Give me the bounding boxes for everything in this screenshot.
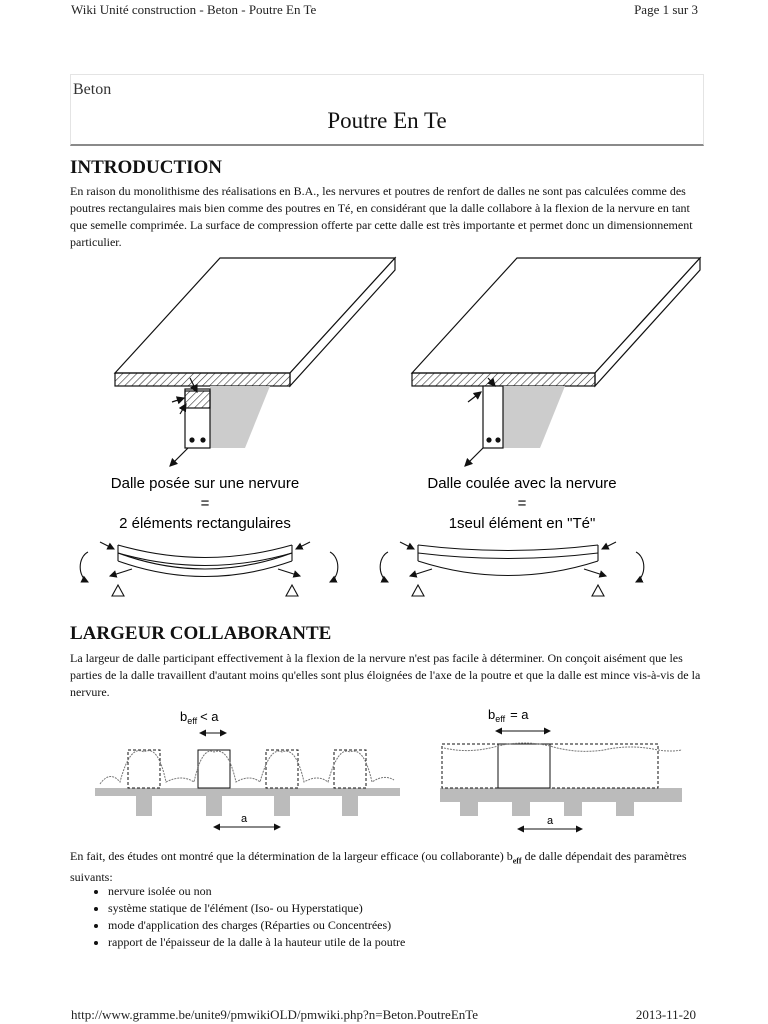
list-item: • système statique de l'élément (Iso- ou Hyperstatique) <box>108 900 708 917</box>
left-beff-label: $b_{eff} < a$ <box>180 709 219 726</box>
beff-equals-a <box>440 707 682 829</box>
list-item: • nervure isolée ou non <box>108 883 708 900</box>
right-caption-line1: Dalle coulée avec la nervure <box>427 475 617 492</box>
title-box <box>70 74 704 146</box>
left-caption-line2: = <box>200 495 210 512</box>
intro-heading: INTRODUCTION <box>70 157 223 178</box>
page-title: Poutre En Te <box>327 108 447 133</box>
parameter-list <box>70 883 708 951</box>
right-beff-label: $b_{eff} = a$ <box>488 707 529 724</box>
t-beam-drawing <box>412 258 700 466</box>
left-caption-line1: Dalle posée sur une nervure <box>110 475 300 492</box>
footer-url[interactable]: http://www.gramme.be/unite9/pmwikiOLD/pmwiki.php?n=Beton.PoutreEnTe <box>71 1007 479 1022</box>
intro-paragraph: En raison du monolithisme des réalisations en B.A., les nervures et poutres de renfort de dalles ne sont pas calculées comme des poutres rectangulaires mais bien comme des poutres en Té, en considérant que la dalle collabore à la flexion de la nervure en tant que semelle comprimée. La surface de compression offerte par cette dalle est très importante et permet donc un dimensionnement particulier. <box>70 184 693 249</box>
header-page-label: Page 1 sur 3 <box>634 2 698 17</box>
t-beam-diagram <box>60 252 710 607</box>
group-name: Beton <box>73 81 112 98</box>
effective-width-diagram <box>90 704 690 839</box>
beff-less-than-a <box>95 709 400 827</box>
bending-two-elements <box>80 542 338 596</box>
list-item: • rapport de l'épaisseur de la dalle à la hauteur utile de la poutre <box>108 934 708 951</box>
studies-subscript: eff <box>512 856 522 866</box>
largeur-heading: LARGEUR COLLABORANTE <box>70 623 332 644</box>
slab-on-rib-drawing <box>115 258 395 466</box>
left-dim-label: a <box>240 813 248 825</box>
right-caption-line2: = <box>517 495 527 512</box>
bending-t-beam <box>380 542 644 596</box>
list-item: • mode d'application des charges (Réparties ou Concentrées) <box>108 917 708 934</box>
studies-paragraph <box>70 848 706 886</box>
studies-text-before: En fait, des études ont montré que la détermination de la largeur efficace (ou collaborante) b <box>70 849 513 863</box>
right-dim-label: a <box>546 815 554 827</box>
largeur-paragraph: La largeur de dalle participant effectivement à la flexion de la nervure n'est pas facile à déterminer. On conçoit aisément que les parties de la dalle travaillent d'autant moins qu'elles sont plus éloignées de l'axe de la poutre et que la dalle est mince vis-à-vis de la nervure. <box>70 651 701 699</box>
footer-date: 2013-11-20 <box>635 1007 696 1022</box>
right-caption-line3: 1seul élément en "Té" <box>448 515 596 532</box>
left-caption-line3: 2 éléments rectangulaires <box>119 515 291 532</box>
header-doc-title: Wiki Unité construction - Beton - Poutre En Te <box>71 2 317 17</box>
studies-text-after: de dalle dépendait des paramètres suivants: <box>70 849 687 885</box>
